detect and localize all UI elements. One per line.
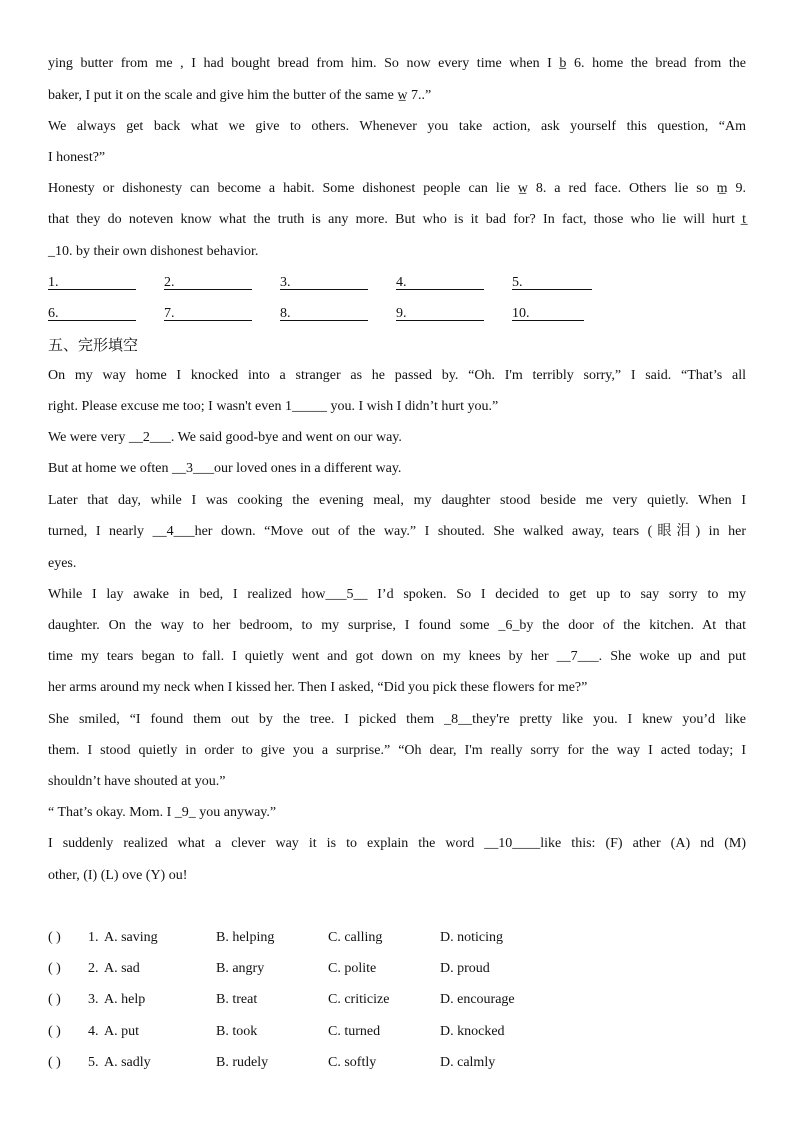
passage-line: We always get back what we give to others. Whenever you take action, ask yourself this question, “Am — [48, 119, 746, 134]
cloze-line: right. Please excuse me too; I wasn't even 1_____ you. I wish I didn’t hurt you.” — [48, 399, 499, 414]
blank-label: 2. — [164, 275, 175, 290]
cloze-line: While I lay awake in bed, I realized how___5__ I’d spoken. So I decided to get up to say sorry to my — [48, 587, 746, 602]
option-c: C. criticize — [328, 992, 390, 1007]
option-a: A. sadly — [104, 1055, 151, 1070]
answer-blank[interactable] — [280, 273, 368, 290]
cloze-line: daughter. On the way to her bedroom, to my surprise, I found some _6_by the door of the kitchen. At that — [48, 618, 746, 633]
answer-paren[interactable]: ( ) — [48, 1055, 61, 1070]
question-number: 4. — [88, 1024, 99, 1039]
answer-paren[interactable]: ( ) — [48, 961, 61, 976]
option-b: B. treat — [216, 992, 258, 1007]
option-a: A. put — [104, 1024, 139, 1039]
section-title: 五、完形填空 — [48, 336, 139, 354]
option-c: C. polite — [328, 961, 377, 976]
option-d: D. encourage — [440, 992, 515, 1007]
passage-line: I honest?” — [48, 150, 106, 165]
question-number: 5. — [88, 1055, 99, 1070]
option-d: D. proud — [440, 961, 490, 976]
question-number: 1. — [88, 930, 99, 945]
passage-line: _10. by their own dishonest behavior. — [48, 244, 259, 259]
blank-label: 9. — [396, 306, 407, 321]
option-d: D. noticing — [440, 930, 503, 945]
answer-paren[interactable]: ( ) — [48, 992, 61, 1007]
cloze-line: On my way home I knocked into a stranger as he passed by. “Oh. I'm terribly sorry,” I said. “That’s all — [48, 368, 746, 383]
option-c: C. softly — [328, 1055, 377, 1070]
question-number: 2. — [88, 961, 99, 976]
option-b: B. angry — [216, 961, 265, 976]
question-row — [48, 990, 746, 1010]
cloze-line: turned, I nearly __4___her down. “Move out of the way.” I shouted. She walked away, tears (眼泪) in her — [48, 524, 746, 539]
passage-line: ying butter from me , I had bought bread from him. So now every time when I b̲ 6. home the bread from the — [48, 56, 746, 71]
cloze-line: her arms around my neck when I kissed her. Then I asked, “Did you pick these flowers for me?” — [48, 680, 588, 695]
blank-label: 10. — [512, 306, 530, 321]
answer-blank[interactable] — [48, 273, 136, 290]
blank-label: 7. — [164, 306, 175, 321]
option-d: D. knocked — [440, 1024, 505, 1039]
option-a: A. saving — [104, 930, 158, 945]
option-a: A. sad — [104, 961, 140, 976]
option-c: C. calling — [328, 930, 383, 945]
question-row — [48, 959, 746, 979]
answer-blank[interactable] — [164, 304, 252, 321]
blank-label: 5. — [512, 275, 523, 290]
option-b: B. took — [216, 1024, 258, 1039]
answer-blank[interactable] — [280, 304, 368, 321]
cloze-line: time my tears began to fall. I quietly went and got down on my knees by her __7___. She woke up and put — [48, 649, 746, 664]
answer-blank[interactable] — [512, 273, 592, 290]
answer-blank[interactable] — [396, 304, 484, 321]
passage-line: baker, I put it on the scale and give him the butter of the same w̲ 7..” — [48, 88, 432, 103]
blank-label: 1. — [48, 275, 59, 290]
cloze-line: them. I stood quietly in order to give you a surprise.” “Oh dear, I'm really sorry for the way I acted today; I — [48, 743, 746, 758]
question-row — [48, 1022, 746, 1042]
answer-blank[interactable] — [48, 304, 136, 321]
passage-line: that they do noteven know what the truth is any more. But who is it bad for? In fact, those who lie will hurt t̲ — [48, 212, 746, 227]
cloze-line: shouldn’t have shouted at you.” — [48, 774, 226, 789]
cloze-line: “ That’s okay. Mom. I _9_ you anyway.” — [48, 805, 277, 820]
answer-paren[interactable]: ( ) — [48, 930, 61, 945]
cloze-line: other, (I) (L) ove (Y) ou! — [48, 868, 188, 883]
answer-paren[interactable]: ( ) — [48, 1024, 61, 1039]
blank-label: 6. — [48, 306, 59, 321]
option-b: B. helping — [216, 930, 275, 945]
cloze-line: She smiled, “I found them out by the tree. I picked them _8__they're pretty like you. I knew you’d like — [48, 712, 746, 727]
question-row — [48, 1053, 746, 1073]
passage-line: Honesty or dishonesty can become a habit. Some dishonest people can lie w̲ 8. a red face. Others lie so m̲ 9. — [48, 181, 746, 196]
option-c: C. turned — [328, 1024, 381, 1039]
answer-blanks-row-1 — [48, 273, 746, 293]
answer-blank[interactable] — [164, 273, 252, 290]
cloze-line: eyes. — [48, 556, 77, 571]
answer-blank[interactable] — [512, 304, 584, 321]
blank-label: 8. — [280, 306, 291, 321]
question-number: 3. — [88, 992, 99, 1007]
cloze-line: We were very __2___. We said good-bye and went on our way. — [48, 430, 402, 445]
question-row — [48, 928, 746, 948]
answer-blank[interactable] — [396, 273, 484, 290]
cloze-line: But at home we often __3___our loved ones in a different way. — [48, 461, 402, 476]
blank-label: 4. — [396, 275, 407, 290]
cloze-line: I suddenly realized what a clever way it is to explain the word __10____like this: (F) ather (A) nd (M) — [48, 836, 746, 851]
blank-label: 3. — [280, 275, 291, 290]
cloze-line: Later that day, while I was cooking the evening meal, my daughter stood beside me very quietly. When I — [48, 493, 746, 508]
option-a: A. help — [104, 992, 146, 1007]
answer-blanks-row-2 — [48, 304, 746, 324]
option-b: B. rudely — [216, 1055, 269, 1070]
option-d: D. calmly — [440, 1055, 496, 1070]
